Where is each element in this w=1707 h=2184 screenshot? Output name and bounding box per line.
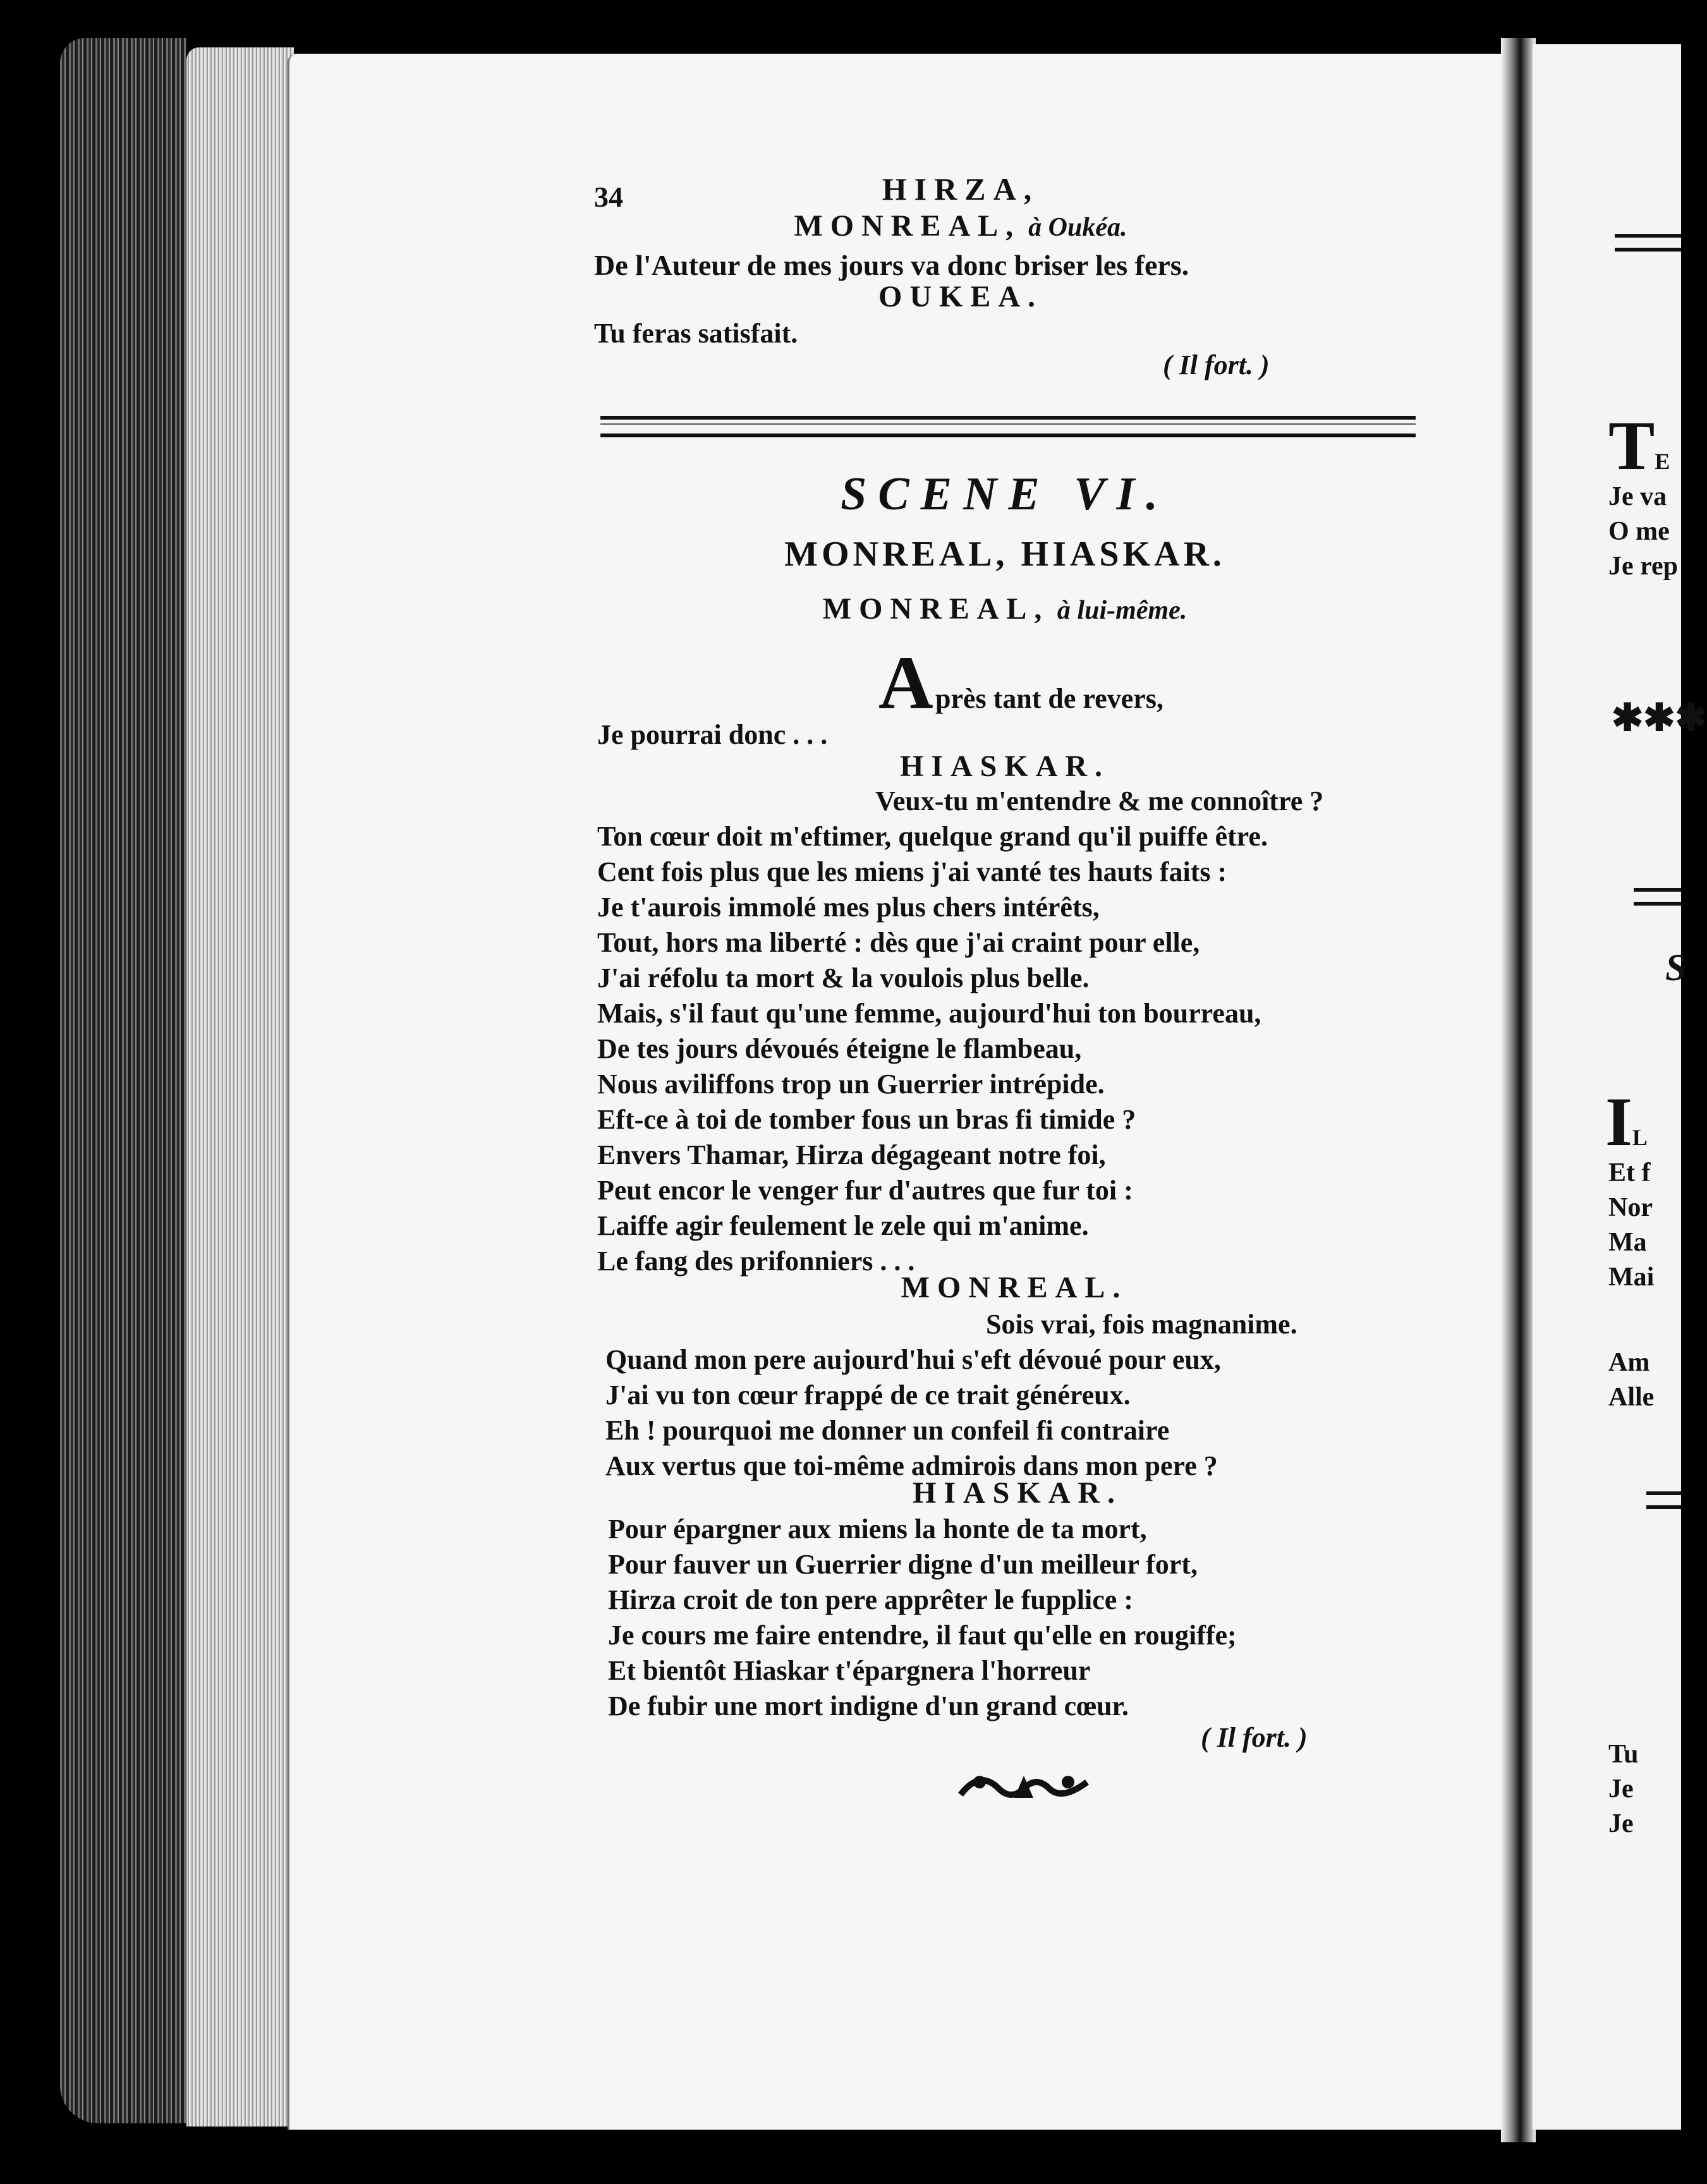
- star-ornament-icon: ✱✱✱: [1612, 697, 1707, 739]
- verse-line: Je va: [1608, 482, 1667, 511]
- speaker-monreal-2: MONREAL, à lui-même.: [822, 592, 1188, 626]
- verse-line: Je t'aurois immolé mes plus chers intérêts,: [597, 892, 1100, 923]
- page-stack: [186, 47, 294, 2126]
- verse-line: De l'Auteur de mes jours va donc briser les fers.: [594, 249, 1189, 281]
- verse-line: De tes jours dévoués éteigne le flambeau,: [597, 1033, 1082, 1064]
- scene-title: SCENE VI.: [841, 468, 1169, 520]
- verse-line: Pour fauver un Guerrier digne d'un meilleur fort,: [608, 1549, 1198, 1580]
- verse-line: Laiffe agir feulement le zele qui m'anime.: [597, 1210, 1089, 1241]
- verse-line: J'ai vu ton cœur frappé de ce trait généreux.: [605, 1380, 1131, 1410]
- verse-line: Mais, s'il faut qu'une femme, aujourd'hui ton bourreau,: [597, 998, 1261, 1029]
- verse-line: Eh ! pourquoi me donner un confeil fi contraire: [605, 1415, 1170, 1446]
- rule-line: [1634, 888, 1681, 906]
- verse-line: Et bientôt Hiaskar t'épargnera l'horreur: [608, 1655, 1091, 1686]
- verse-line: Le fang des prifonniers . . .: [597, 1246, 915, 1277]
- verse-line: Tout, hors ma liberté : dès que j'ai craint pour elle,: [597, 927, 1200, 958]
- rule-line: [1615, 234, 1681, 252]
- book-gutter: [1501, 38, 1536, 2142]
- verse-line: Aux vertus que toi-même admirois dans mon pere ?: [605, 1450, 1218, 1481]
- verse-line: O me: [1608, 517, 1670, 546]
- verse-line: De fubir une mort indigne d'un grand cœur.: [608, 1690, 1129, 1721]
- verse-line: Nous aviliffons trop un Guerrier intrépide.: [597, 1069, 1105, 1100]
- drop-cap: A: [878, 640, 933, 724]
- drop-cap: IL: [1605, 1083, 1648, 1160]
- book-fore-edge: [60, 38, 186, 2123]
- verse-line: Eft-ce à toi de tomber fous un bras fi timide ?: [597, 1104, 1136, 1135]
- page-number: 34: [594, 181, 623, 213]
- verse-line: Je: [1608, 1809, 1634, 1838]
- verse-line: Ma: [1608, 1228, 1647, 1257]
- scene-title: S: [1665, 947, 1687, 988]
- verse-line: Tu feras satisfait.: [594, 318, 798, 349]
- verse-line: Nor: [1608, 1193, 1653, 1222]
- verse-line: Je cours me faire entendre, il faut qu'elle en rougiffe;: [608, 1620, 1237, 1651]
- verse-line: Tu: [1608, 1740, 1639, 1769]
- drop-cap: TE: [1608, 407, 1670, 484]
- speaker-monreal-3: MONREAL.: [901, 1271, 1128, 1304]
- speaker-hiaskar-2: HIASKAR.: [912, 1476, 1123, 1510]
- verse-line: Je: [1608, 1774, 1634, 1804]
- running-head: HIRZA,: [882, 171, 1040, 207]
- stage-direction-exit: ( Il fort. ): [1163, 349, 1270, 380]
- verse-line: Cent fois plus que les miens j'ai vanté tes hauts faits :: [597, 856, 1227, 887]
- scene-characters: MONREAL, HIASKAR.: [784, 535, 1225, 574]
- verse-line: Mai: [1608, 1263, 1655, 1292]
- rule-line: [1646, 1491, 1681, 1509]
- speaker-oukea: OUKEA.: [878, 280, 1043, 313]
- verse-line: Sois vrai, fois magnanime.: [986, 1309, 1297, 1340]
- verse-line: Am: [1608, 1348, 1650, 1377]
- verse-line: J'ai réfolu ta mort & la voulois plus belle.: [597, 962, 1090, 993]
- speaker-monreal-1: MONREAL, à Oukéa.: [794, 209, 1127, 243]
- scene-divider-rule: [600, 416, 1416, 437]
- verse-line: Je rep: [1608, 552, 1679, 581]
- fleuron-ornament-icon: [954, 1763, 1093, 1814]
- verse-line: Quand mon pere aujourd'hui s'eft dévoué pour eux,: [605, 1344, 1221, 1375]
- verse-line: Pour épargner aux miens la honte de ta mort,: [608, 1514, 1147, 1544]
- verse-line: Envers Thamar, Hirza dégageant notre foi,: [597, 1139, 1106, 1170]
- verse-line: Veux-tu m'entendre & me connoître ?: [875, 786, 1324, 816]
- verse-line: Alle: [1608, 1383, 1655, 1412]
- verse-line: Je pourrai donc . . .: [597, 719, 828, 750]
- verse-line: Et f: [1608, 1158, 1651, 1187]
- stage-direction-exit: ( Il fort. ): [1201, 1722, 1308, 1753]
- speaker-hiaskar-1: HIASKAR.: [899, 749, 1110, 783]
- verse-line: Ton cœur doit m'eftimer, quelque grand qu'il puiffe être.: [597, 821, 1268, 852]
- verse-line: près tant de revers,: [935, 683, 1163, 714]
- verse-line: Hirza croit de ton pere apprêter le fupplice :: [608, 1584, 1133, 1615]
- verse-line: Peut encor le venger fur d'autres que fur toi :: [597, 1175, 1133, 1206]
- right-page: [1533, 44, 1707, 2130]
